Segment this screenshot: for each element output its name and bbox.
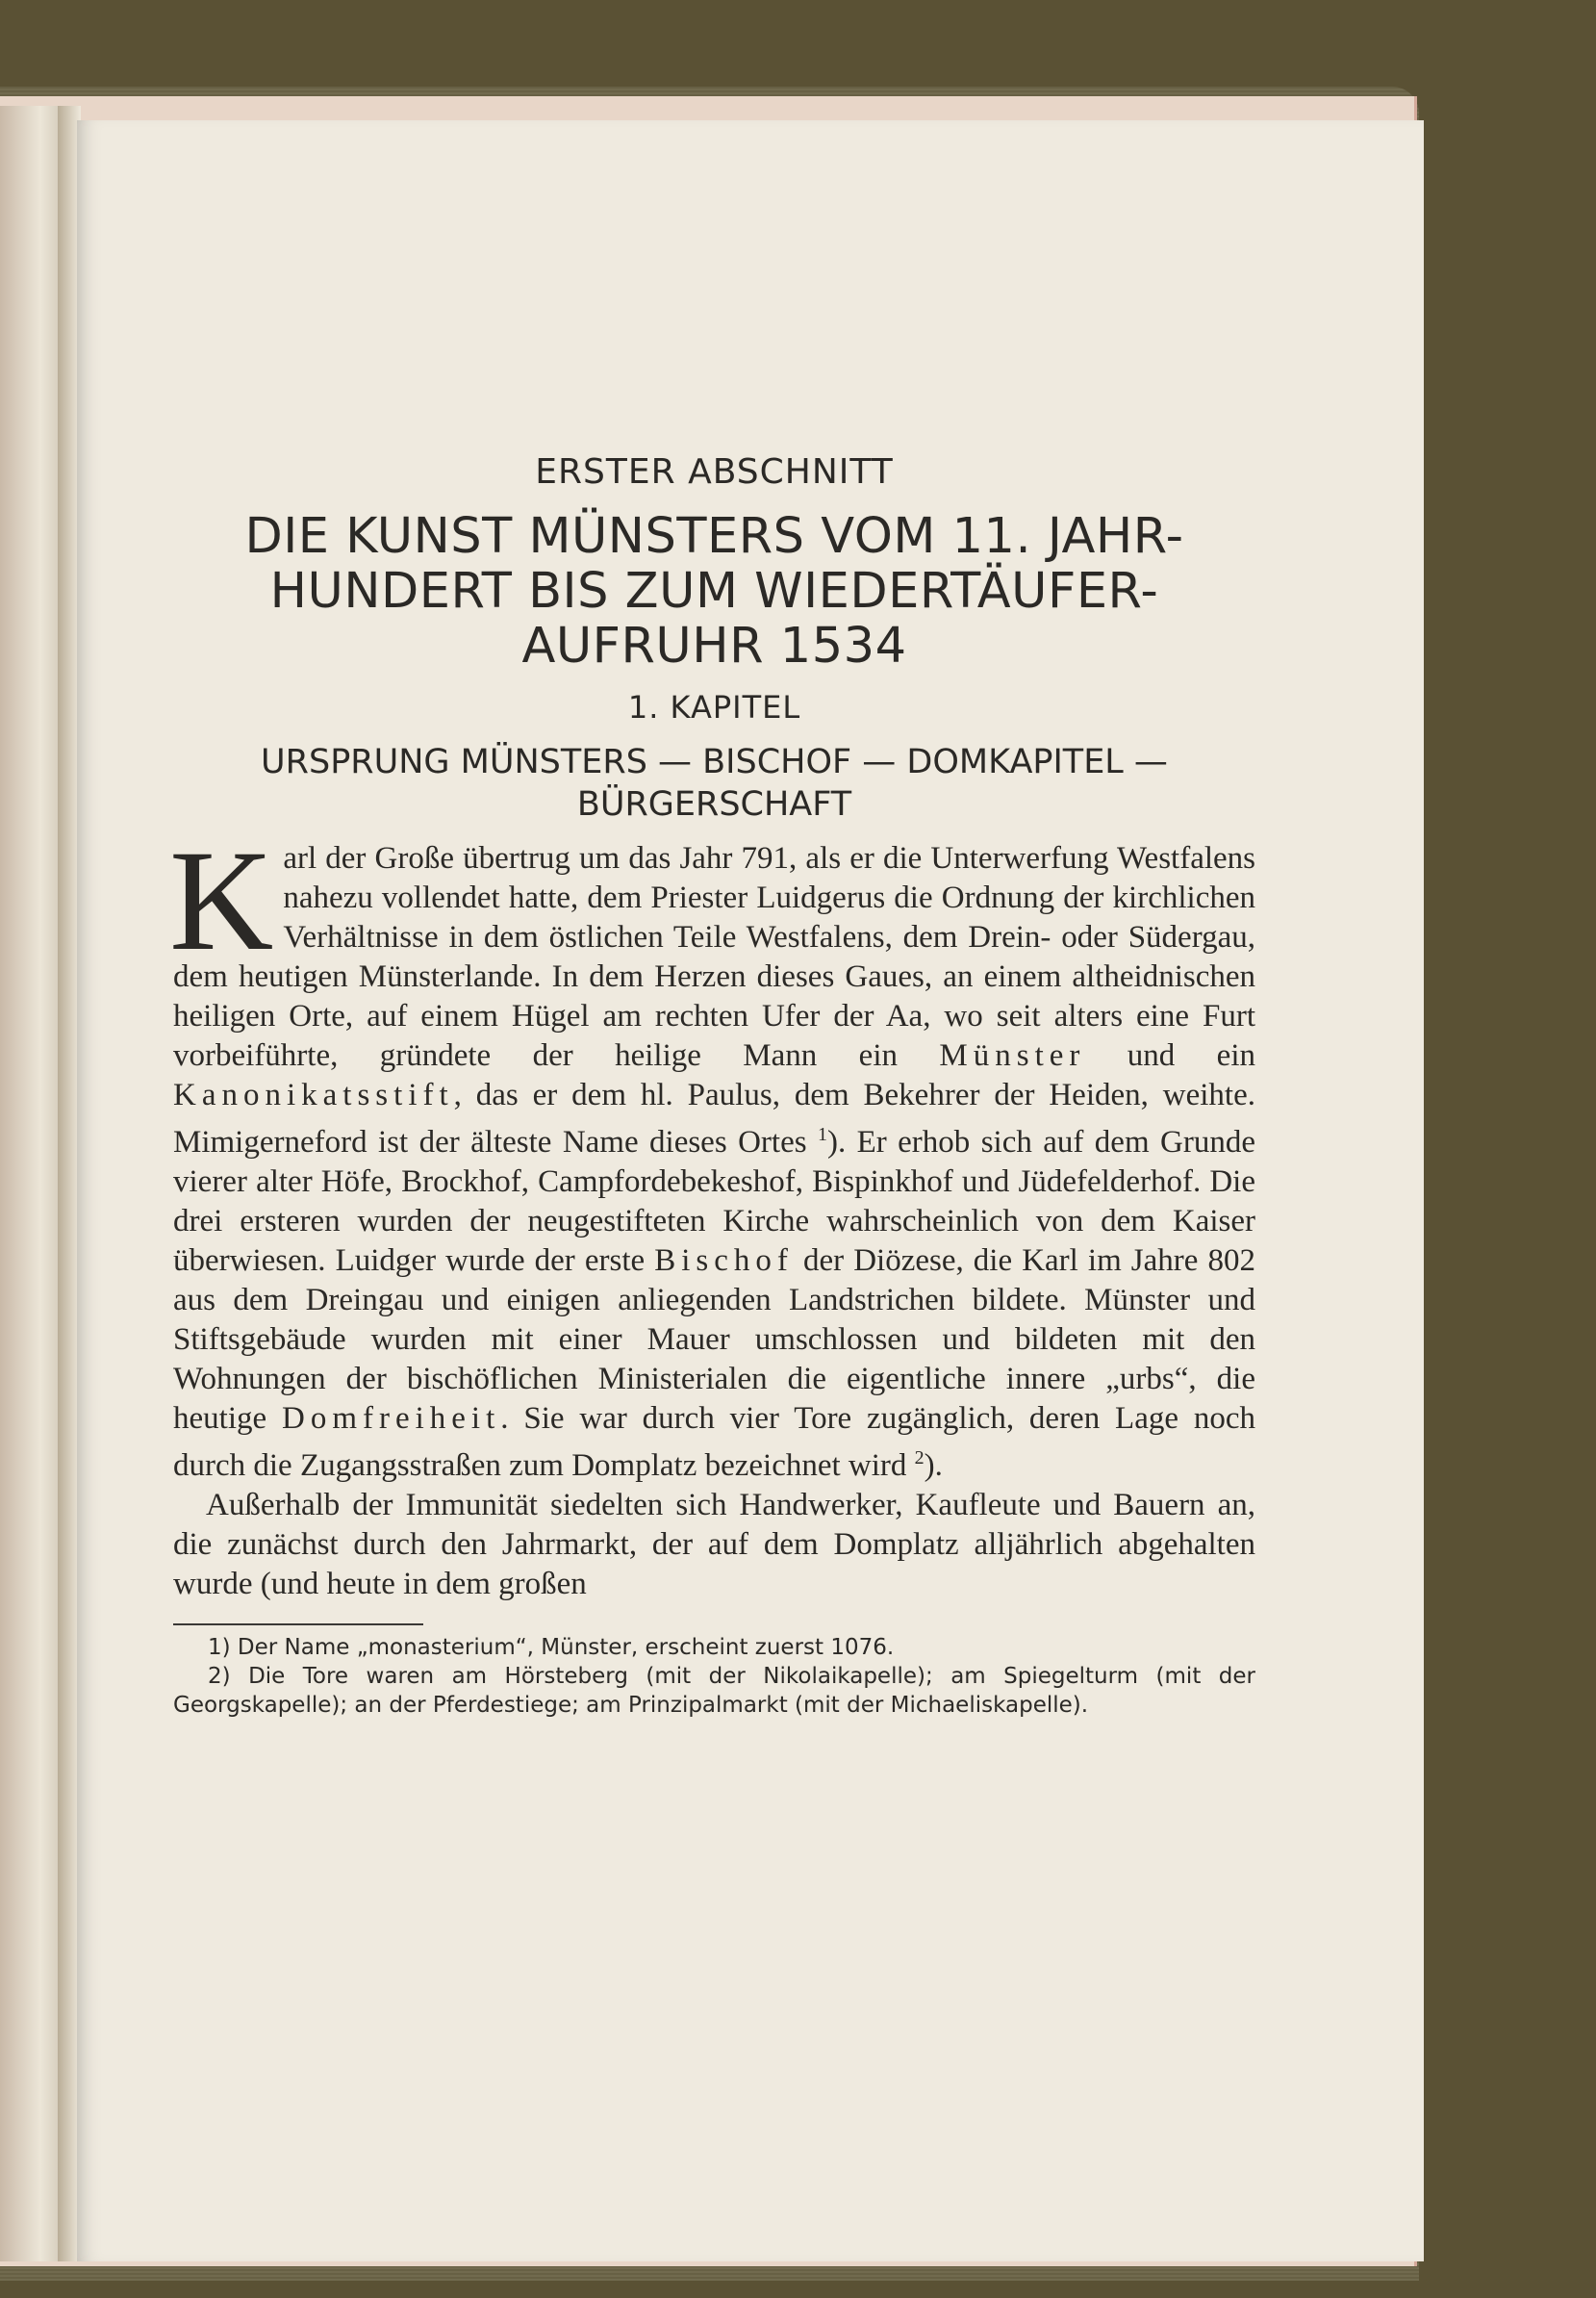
text-run: . Sie war durch vier Tore zugänglich, deren Lage noch durch die Zugangsstraßen zum Domplatz bezeichnet wird [173, 1401, 1255, 1483]
title-line: AUFRUHR 1534 [521, 618, 907, 675]
chapter-heading: 1. KAPITEL [627, 689, 801, 726]
text-run: ). Er erhob sich auf dem Grunde vierer alter Höfe, Brockhof, Campfordebekeshof, Bispinkhof und Jüdefelderhof. Die drei ersteren wurden der neugestifteten Kirche wahrscheinlich von dem Kaiser überwiesen. Luidger wurde der erste [173, 1125, 1255, 1278]
text-run: der Diözese, die Karl im Jahre 802 aus dem Dreingau und einigen anliegenden Landstrichen bildete. Münster und Stiftsgebäude wurden mit einer Mauer umschlossen und bildeten mit den Wohnungen der bischöflichen Ministerialen die eigentliche innere „urbs“, die heutige [173, 1243, 1256, 1436]
drop-cap: K [169, 821, 274, 981]
section-heading: ERSTER ABSCHNITT [535, 452, 894, 492]
footnote-divider [173, 1623, 423, 1625]
page-title [173, 509, 1255, 674]
footnote-ref: 1 [817, 1124, 827, 1145]
paragraph [169, 821, 1256, 1486]
page-content [169, 452, 1256, 1720]
text-run: , das er dem hl. Paulus, dem Bekehrer der Heiden, weihte. Mimigerneford ist der älteste Name dieses Ortes [173, 1078, 1255, 1160]
text-run: und ein [1127, 1038, 1255, 1073]
spaced-term: Domfreiheit [281, 1401, 501, 1436]
subtitle-line: URSPRUNG MÜNSTERS — BISCHOF — DOMKAPITEL — [261, 743, 1168, 781]
footnote-ref: 2 [914, 1447, 925, 1468]
spaced-term: Bischof [654, 1243, 794, 1278]
spaced-term: Münster [939, 1038, 1086, 1073]
footnote: 2) Die Tore waren am Hörsteberg (mit der Nikolaikapelle); am Spiegelturm (mit der Georgskapelle); an der Pferdestiege; am Prinzipalmarkt (mit der Michaeliskapelle). [173, 1664, 1255, 1718]
paragraph: Außerhalb der Immunität siedelten sich Handwerker, Kaufleute und Bauern an, die zunächst durch den Jahrmarkt, der auf dem Domplatz alljährlich abgehalten wurde (und heute in dem großen [173, 1488, 1255, 1601]
title-line: DIE KUNST MÜNSTERS VOM 11. JAHR- [244, 508, 1184, 565]
text-run: arl der Große übertrug um das Jahr 791, als er die Unterwerfung Westfalens nahezu vollendet hatte, dem Priester Luidgerus die Ordnung der kirchlichen Verhältnisse in dem östlichen Teile Westfalens, dem Drein- oder Südergau, dem heutigen Münsterlande. In dem Herzen dieses Gaues, an einem altheidnischen heiligen Orte, auf einem Hügel am rechten Ufer der Aa, wo seit alters eine Furt vorbeiführte, gründete der heilige Mann ein [173, 841, 1255, 1073]
chapter-subtitle [173, 741, 1255, 826]
title-line: HUNDERT BIS ZUM WIEDERTÄUFER- [269, 563, 1159, 620]
footnote: 1) Der Name „monasterium“, Münster, erscheint zuerst 1076. [208, 1635, 895, 1660]
left-page [0, 106, 58, 2261]
text-run: ). [924, 1448, 943, 1483]
subtitle-line: BÜRGERSCHAFT [576, 785, 852, 824]
spaced-term: Kanonikatsstift [173, 1078, 454, 1112]
